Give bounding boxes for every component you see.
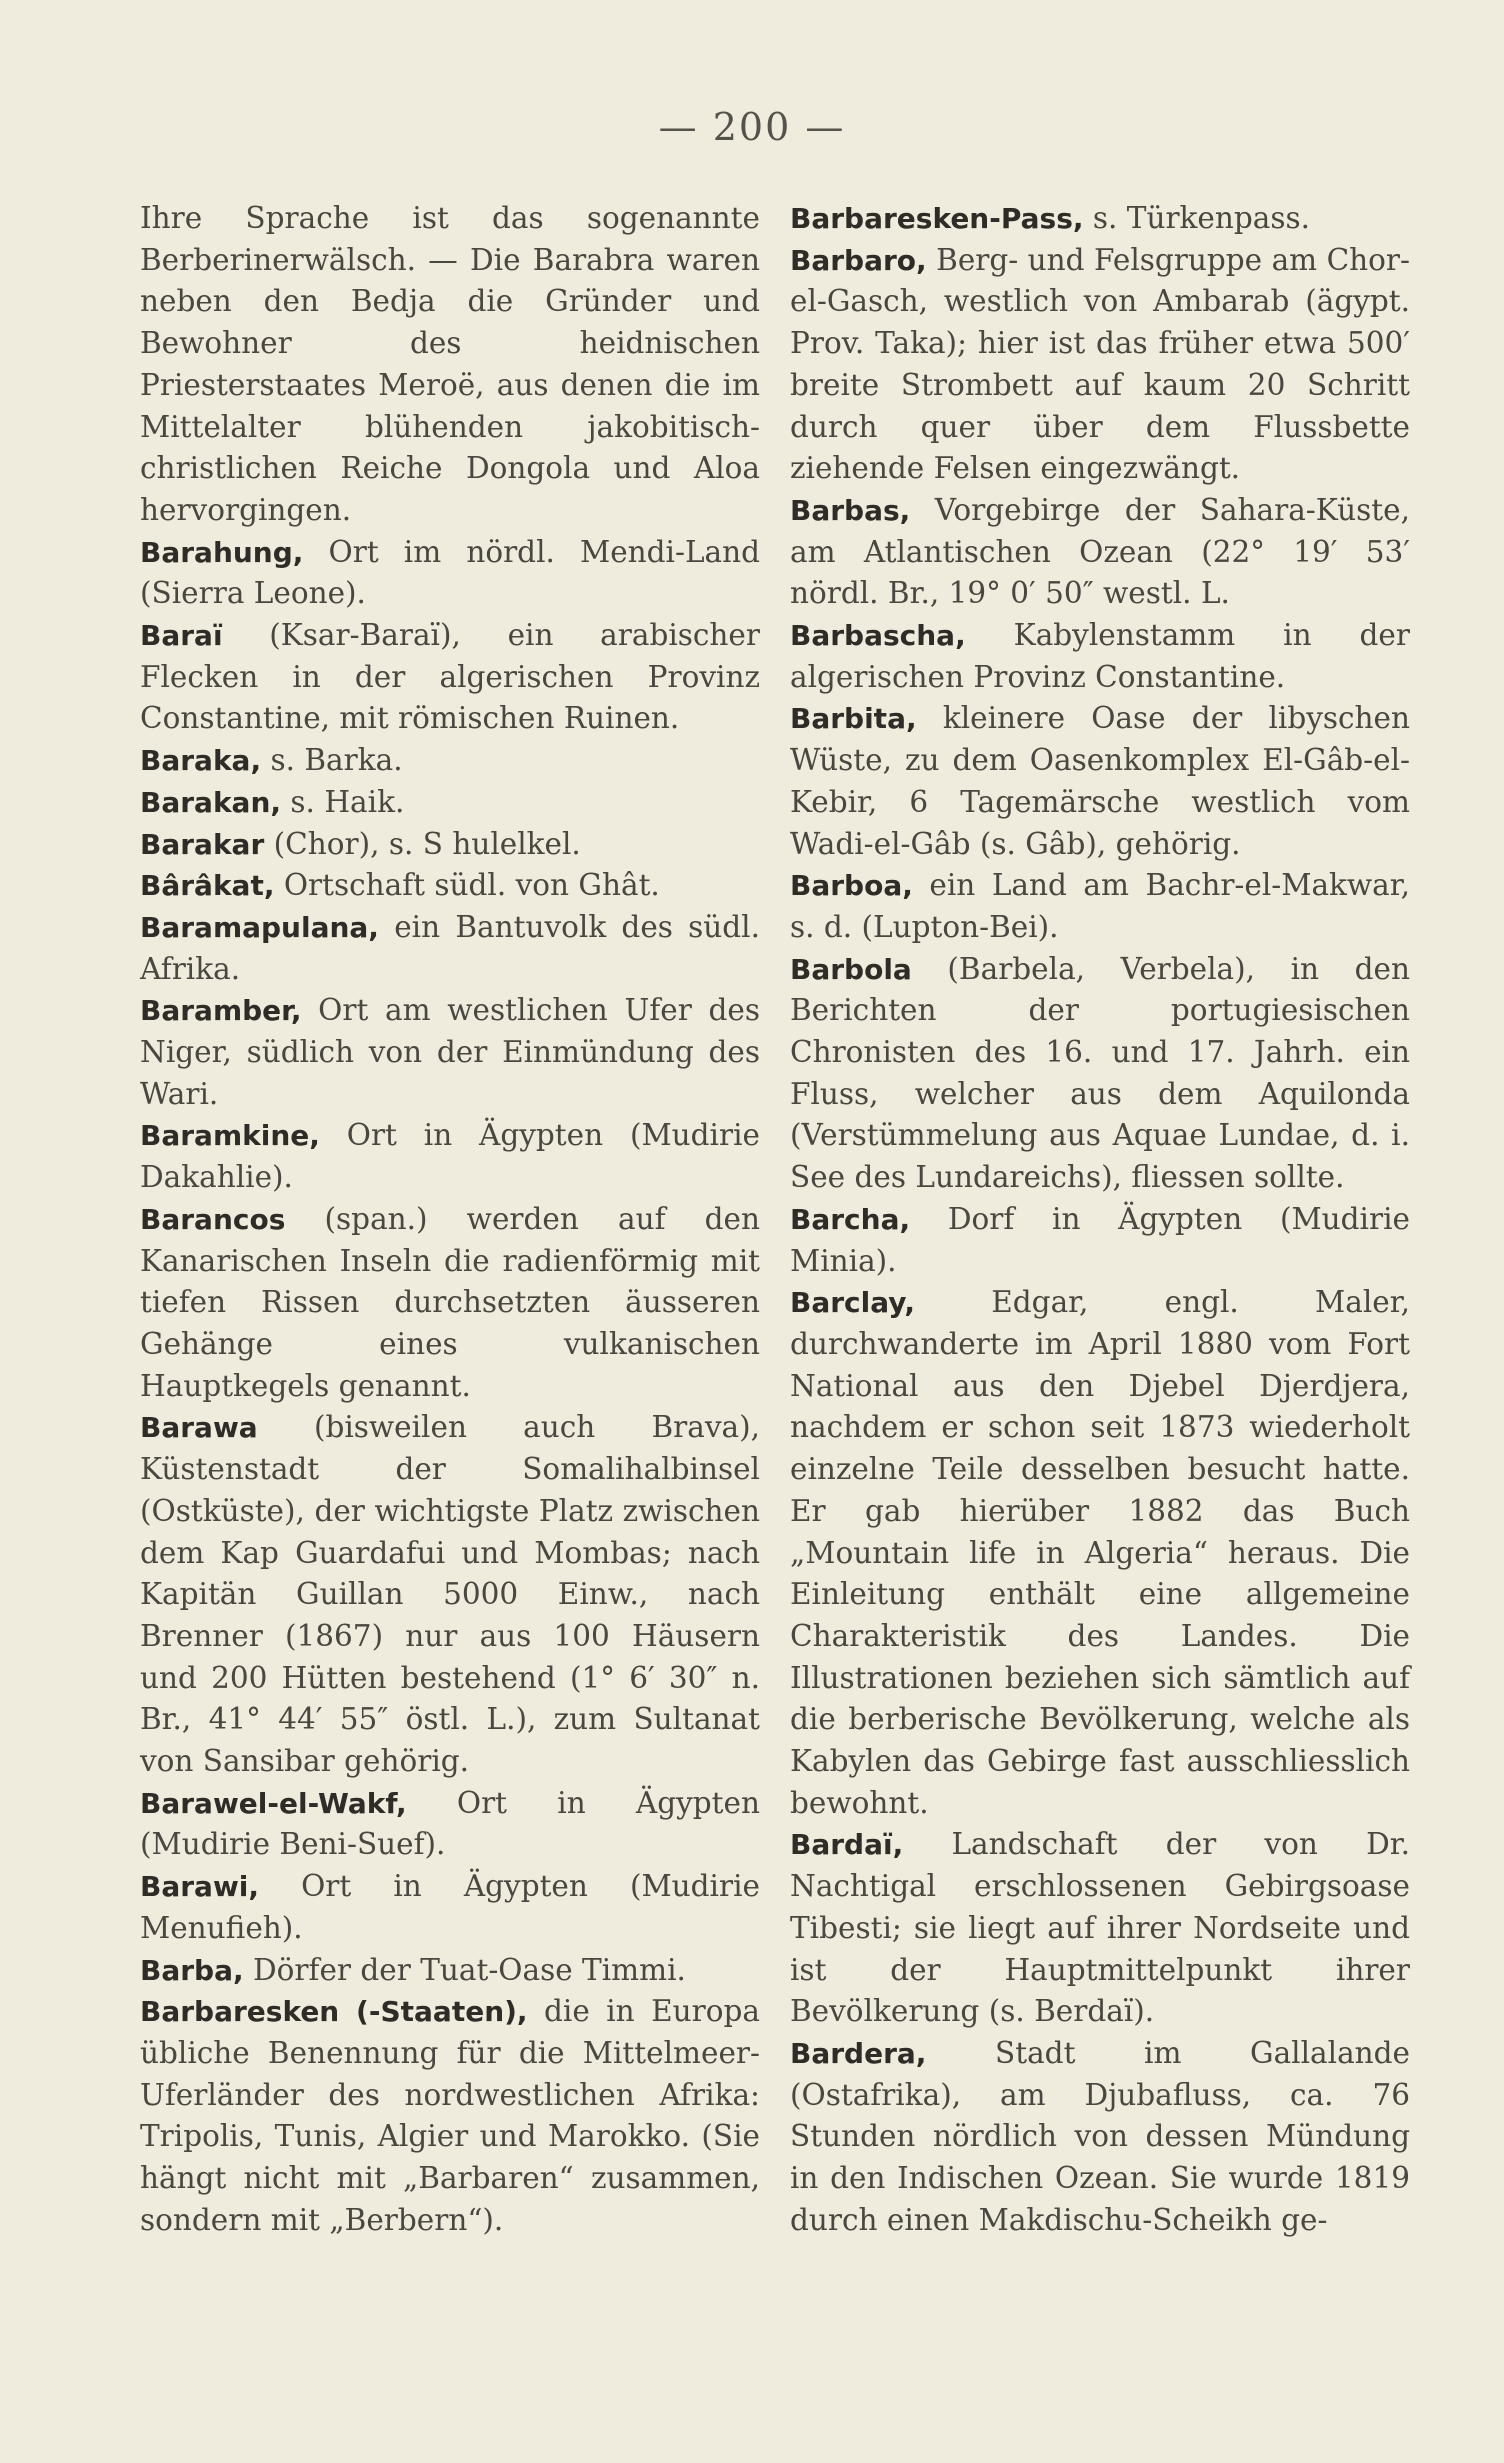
entry-text: Ort in Ägypten (Mudirie Menufieh). <box>140 1869 760 1945</box>
entry-lemma: Barba, <box>140 1953 244 1987</box>
entry-lemma: Barbola <box>790 952 912 986</box>
entry-lemma: Barakan, <box>140 785 282 819</box>
entry-text: kleinere Oase der libyschen Wüste, zu dem Oasenkomplex El-Gâb-el-Kebir, 6 Tagemärsche westlich vom Wadi-el-Gâb (s. Gâb), gehörig. <box>790 701 1410 861</box>
entry-text: (Barbela, Verbela), in den Berichten der portugiesischen Chronisten des 16. und 17. Jahrh. ein Fluss, welcher aus dem Aquilonda (Verstümmelung aus Aquae Lundae, d. i. See des Lundareichs), fliessen sollte. <box>790 951 1410 1195</box>
entry-text: Ort im nördl. Mendi-Land (Sierra Leone). <box>140 534 760 611</box>
entry <box>140 615 760 740</box>
entry-text: s. Barka. <box>270 743 403 778</box>
entry-text: die in Europa übliche Benennung für die Mittelmeer-Uferländer des nordwestlichen Afrika: Tripolis, Tunis, Algier und Marokko. (Sie hängt nicht mit „Barbaren“ zusammen, sondern mit „Berbern“). <box>140 1994 760 2237</box>
entry-text: s. Haik. <box>290 784 405 819</box>
entry <box>790 490 1410 615</box>
entry-lemma: Barbas, <box>790 493 911 527</box>
entry-lemma: Baraï <box>140 619 223 653</box>
entry-lemma: Bârâkat, <box>140 869 275 903</box>
right-column <box>790 198 1410 2241</box>
entry <box>790 698 1410 865</box>
entry-lemma: Barbaro, <box>790 243 927 277</box>
entry <box>140 782 760 824</box>
entry-lemma: Bardaï, <box>790 1828 904 1862</box>
entry-text: s. Türkenpass. <box>1092 201 1311 235</box>
entry-text: Ihre Sprache ist das sogenannte Berberinerwälsch. — Die Barabra waren neben den Bedja die Gründer und Bewohner des heidnischen Priesterstaates Meroë, aus denen die im Mittelalter blühenden jakobitisch-christlichen Reiche Dongola und Aloa hervorgingen. <box>140 201 760 527</box>
entry <box>790 1199 1410 1282</box>
entry <box>140 1950 760 1992</box>
entry-lemma: Baramkine, <box>140 1119 320 1153</box>
entry-lemma: Barbascha, <box>790 619 966 653</box>
entry-text: Dörfer der Tuat-Oase Timmi. <box>253 1952 686 1987</box>
entry-lemma: Bardera, <box>790 2036 927 2070</box>
left-column <box>140 198 760 2241</box>
entry-lemma: Barbaresken-Pass, <box>790 202 1084 235</box>
entry <box>140 907 760 990</box>
entry-lemma: Barbaresken (-Staaten), <box>140 1995 528 2029</box>
entry <box>790 1824 1410 2033</box>
entry-lemma: Barancos <box>140 1202 286 1236</box>
entry <box>140 532 760 615</box>
entry-lemma: Baramapulana, <box>140 910 379 944</box>
entry-text: Dorf in Ägypten (Mudirie Minia). <box>790 1201 1410 1278</box>
entry-lemma: Barakar <box>140 827 265 861</box>
entry <box>790 2033 1410 2242</box>
entry-lemma: Barawel-el-Wakf, <box>140 1786 407 1820</box>
entry-text: Ort am westlichen Ufer des Niger, südlich von der Einmündung des Wari. <box>140 993 760 1111</box>
entry <box>140 1991 760 2241</box>
entry-text: Ort in Ägypten (Mudirie Dakahlie). <box>140 1118 760 1195</box>
entry-text: (span.) werden auf den Kanarischen Inseln die radienförmig mit tiefen Rissen durchsetzten äusseren Gehänge eines vulkanischen Hauptkegels genannt. <box>140 1201 760 1403</box>
entry <box>790 198 1410 240</box>
entry <box>140 1783 760 1866</box>
entry <box>140 865 760 907</box>
entry-lemma: Barawi, <box>140 1870 260 1904</box>
entry-text: (bisweilen auch Brava), Küstenstadt der Somalihalbinsel (Ostküste), der wichtigste Platz zwischen dem Kap Guardafui und Mombas; nach Kapitän Guillan 5000 Einw., nach Brenner (1867) nur aus 100 Häusern und 200 Hütten bestehend (1° 6′ 30″ n. Br., 41° 44′ 55″ östl. L.), zum Sultanat von Sansibar gehörig. <box>140 1410 760 1779</box>
entry <box>790 240 1410 490</box>
entry <box>140 1199 760 1408</box>
entry <box>140 1115 760 1198</box>
entry-text: ein Land am Bachr-el-Makwar, s. d. (Lupton-Bei). <box>790 868 1410 944</box>
entry <box>790 865 1410 948</box>
entry-text: (Chor), s. S hulelkel. <box>273 826 581 861</box>
entry-lemma: Barboa, <box>790 869 913 903</box>
entry <box>140 1866 760 1949</box>
entry-lemma: Baramber, <box>140 994 302 1028</box>
entry-text: Landschaft der von Dr. Nachtigal erschlossenen Gebirgsoase Tibesti; sie liegt auf ihrer Nordseite und ist der Hauptmittelpunkt ihrer Bevölkerung (s. Berdaï). <box>790 1827 1410 2029</box>
entry-lemma: Barbita, <box>790 702 917 736</box>
entry <box>790 615 1410 698</box>
entry-lemma: Barclay, <box>790 1286 915 1320</box>
entry <box>140 824 760 866</box>
entry <box>140 1407 760 1782</box>
entry-text: (Ksar-Baraï), ein arabischer Flecken in der algerischen Provinz Constantine, mit römischen Ruinen. <box>140 618 760 736</box>
entry-text: Vorgebirge der Sahara-Küste, am Atlantischen Ozean (22° 19′ 53′ nördl. Br., 19° 0′ 50″ westl. L. <box>790 492 1410 611</box>
entry <box>140 990 760 1115</box>
entry-lemma: Barcha, <box>790 1202 911 1236</box>
entry-text: Ortschaft südl. von Ghât. <box>283 868 660 903</box>
entry-lemma: Barawa <box>140 1411 258 1445</box>
entry-text: Ort in Ägypten (Mudirie Beni-Suef). <box>140 1785 760 1862</box>
entry-text: Edgar, engl. Maler, durchwanderte im April 1880 vom Fort National aus den Djebel Djerdjera, nachdem er schon seit 1873 wiederholt einzelne Teile desselben besucht hatte. Er gab hierüber 1882 das Buch „Mountain life in Algeria“ heraus. Die Einleitung enthält eine allgemeine Charakteristik des Landes. Die Illustrationen beziehen sich sämtlich auf die berberische Bevölkerung, welche als Kabylen das Gebirge fast ausschliesslich bewohnt. <box>790 1285 1410 1820</box>
entry <box>140 740 760 782</box>
entry <box>790 949 1410 1199</box>
entry-text: ein Bantuvolk des südl. Afrika. <box>140 909 760 986</box>
page-number: — 200 — <box>658 105 846 149</box>
entry-lemma: Barahung, <box>140 535 304 569</box>
entry-text: Kabylenstamm in der algerischen Provinz Constantine. <box>790 618 1410 694</box>
entry-text: Berg- und Felsgruppe am Chor-el-Gasch, westlich von Ambarab (ägypt. Prov. Taka); hier ist das früher etwa 500′ breite Strombett auf kaum 20 Schritt durch quer über dem Flussbette ziehende Felsen eingezwängt. <box>790 242 1410 486</box>
entry-lemma: Baraka, <box>140 744 262 778</box>
entry <box>140 198 760 532</box>
entry-text: Stadt im Gallalande (Ostafrika), am Djubafluss, ca. 76 Stunden nördlich von dessen Mündung in den Indischen Ozean. Sie wurde 1819 durch einen Makdischu-Scheikh ge- <box>790 2035 1410 2237</box>
entry <box>790 1282 1410 1824</box>
